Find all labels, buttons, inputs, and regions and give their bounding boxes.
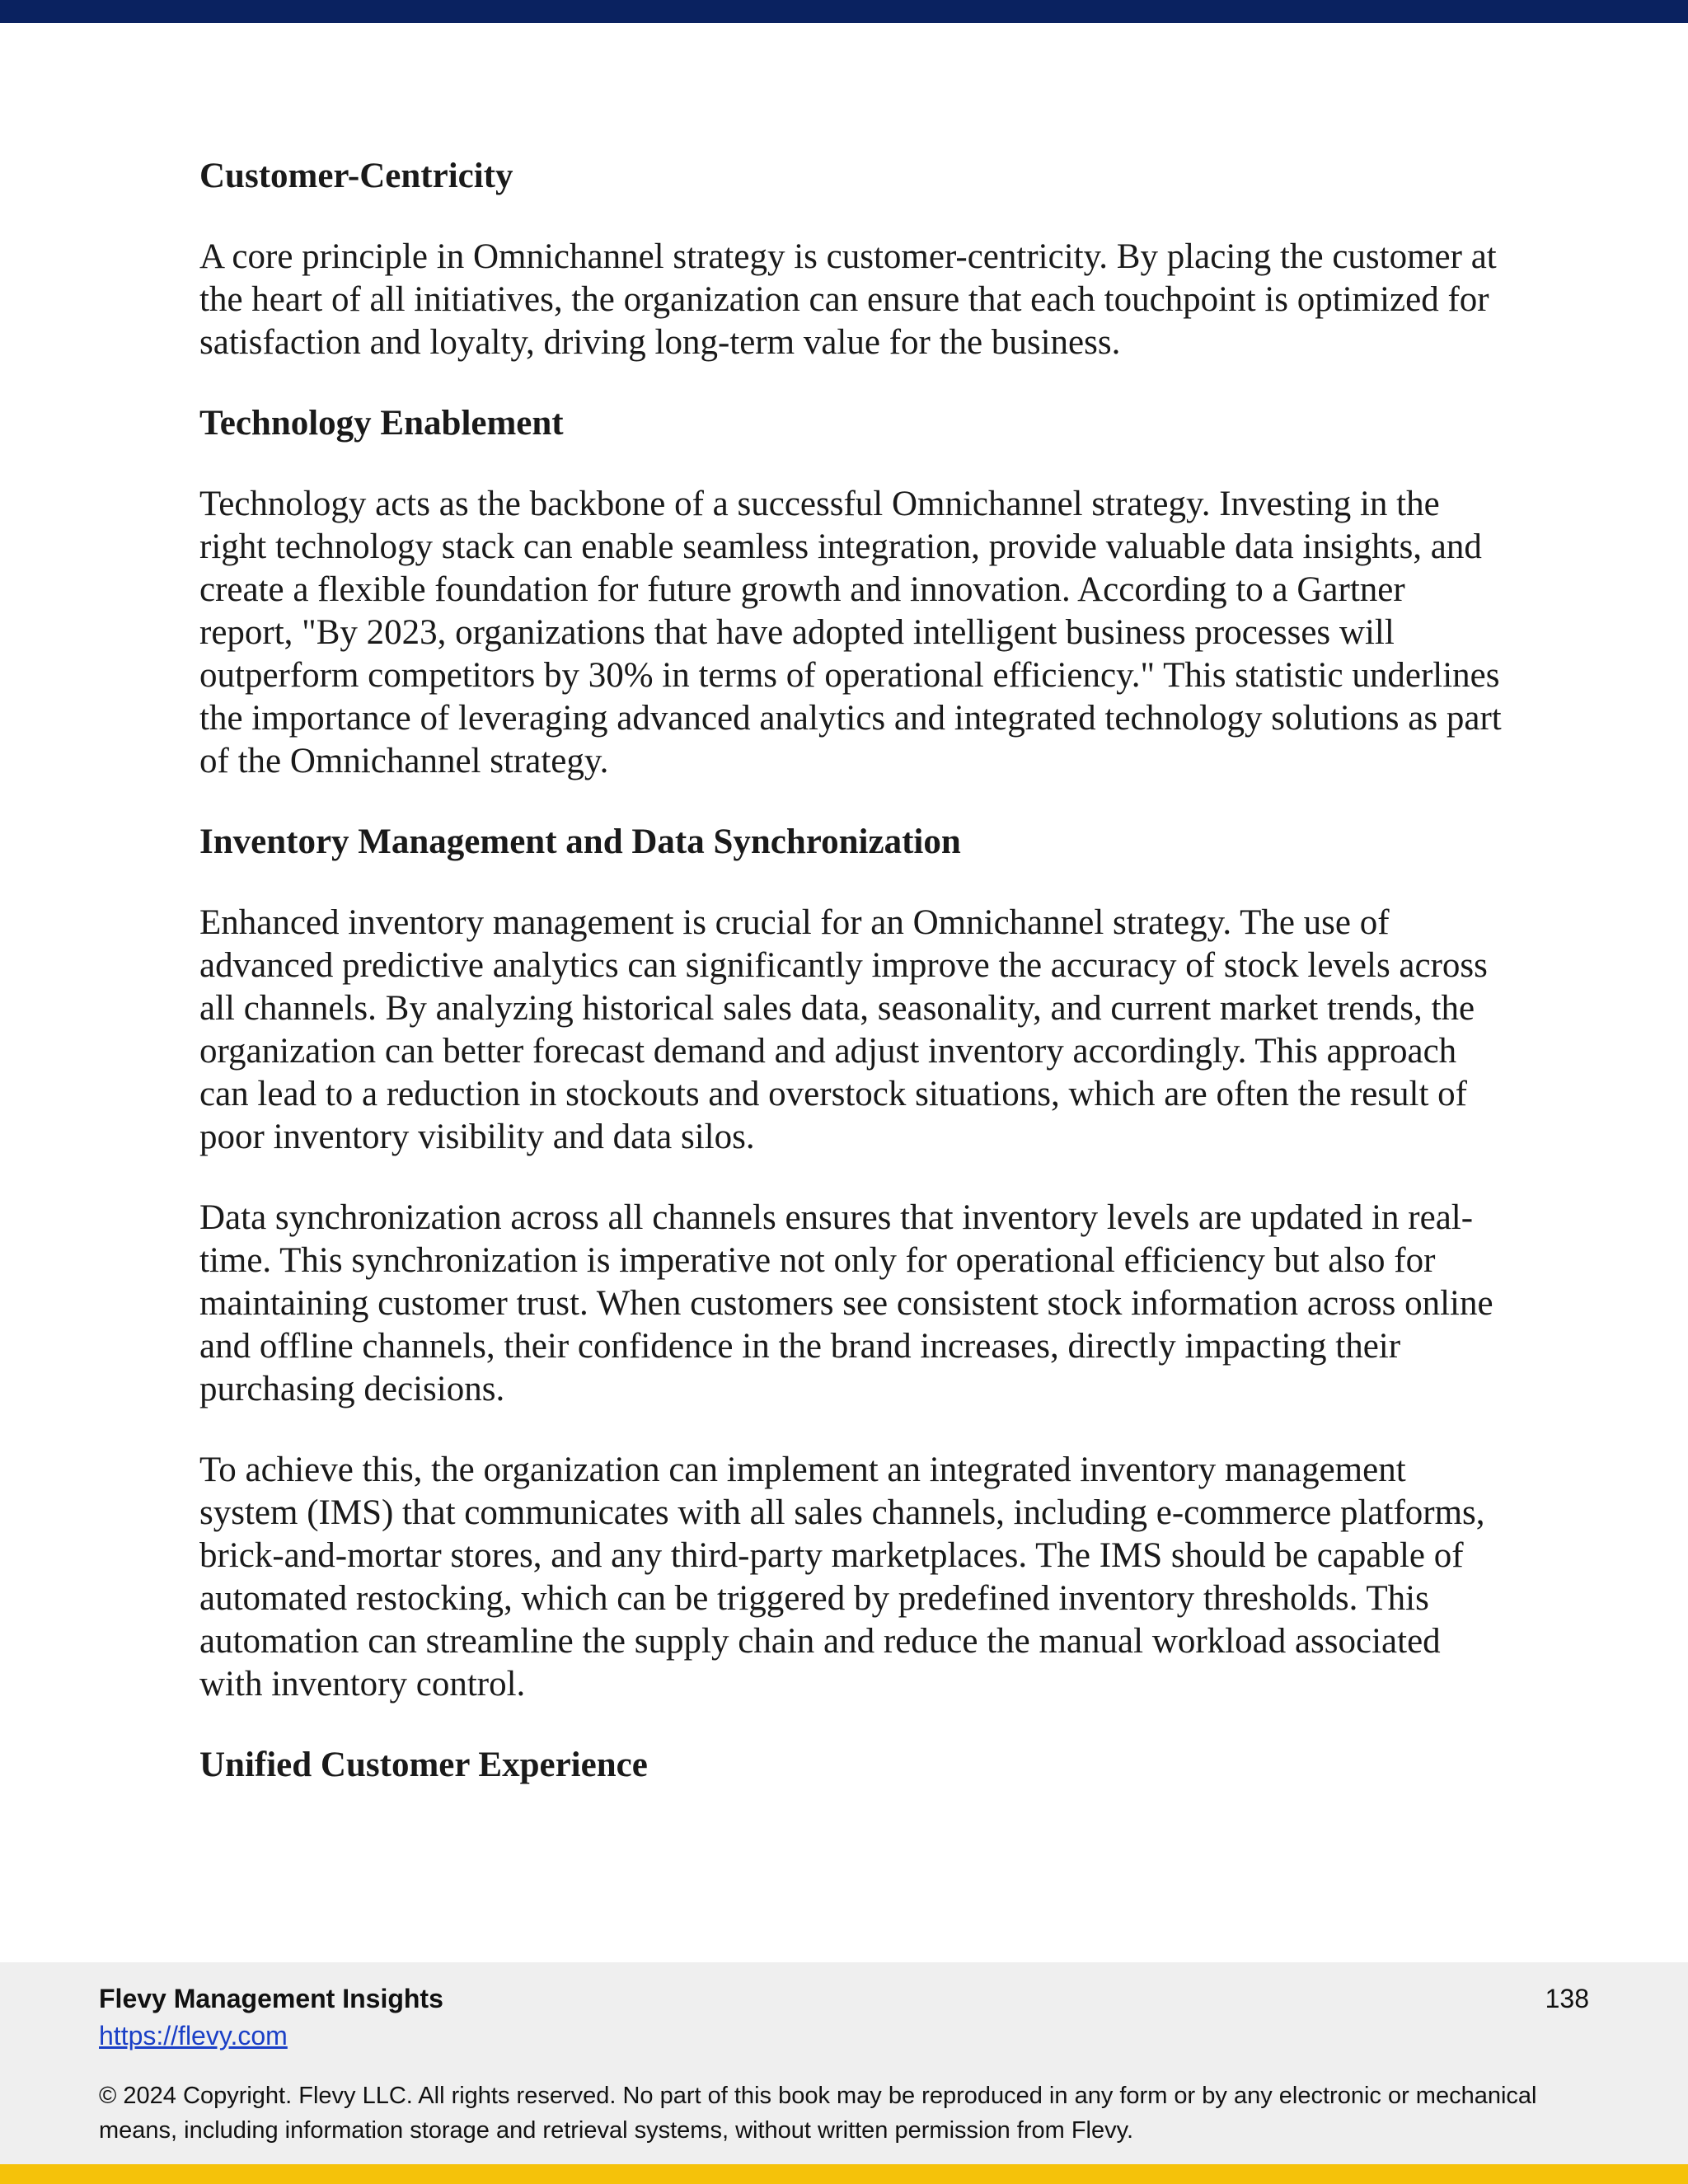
paragraph: A core principle in Omnichannel strategy is customer-centricity. By placing the customer at the heart of all initiatives, the organization can ensure that each touchpoint is optimized for satisfaction and loyalty, driving long-term value for the business. [199,237,1497,362]
section-heading: Inventory Management and Data Synchronization [199,823,961,861]
paragraph: Technology acts as the backbone of a successful Omnichannel strategy. Investing in the right technology stack can enable seamless integration, provide valuable data insights, and create a flexible foundation for future growth and innovation. According to a Gartner report, "By 2023, organizations that have adopted intelligent business processes will outperform competitors by 30% in terms of operational efficiency." This statistic underlines the importance of leveraging advanced analytics and integrated technology solutions as part of the Omnichannel strategy. [199,485,1502,780]
copyright-notice: © 2024 Copyright. Flevy LLC. All rights reserved. No part of this book may be reproduced in any form or by any electronic or mechanical means, including information storage and retrieval systems, without written permission from Flevy. [99,2083,1537,2144]
page-footer [0,1962,1688,2164]
page-number: 138 [1545,1984,1589,2013]
page-body [199,155,1502,1825]
footer-brand: Flevy Management Insights [99,1984,443,2013]
top-color-bar [0,0,1688,23]
bottom-color-bar [0,2164,1688,2184]
footer-link[interactable]: https://flevy.com [99,2021,288,2050]
paragraph: To achieve this, the organization can implement an integrated inventory management system (IMS) that communicates with all sales channels, including e-commerce platforms, brick-and-mortar stores, and any third-party marketplaces. The IMS should be capable of automated restocking, which can be triggered by predefined inventory thresholds. This automation can streamline the supply chain and reduce the manual workload associated with inventory control. [199,1451,1485,1704]
section-heading: Unified Customer Experience [199,1746,648,1784]
section-unified-customer-experience [199,1744,1502,1787]
paragraph: Data synchronization across all channels ensures that inventory levels are updated in real-time. This synchronization is imperative not only for operational efficiency but also for maintaining customer trust. When customers see consistent stock information across online and offline channels, their confidence in the brand increases, directly impacting their purchasing decisions. [199,1198,1493,1408]
section-heading: Customer-Centricity [199,157,513,195]
section-inventory-management [199,821,1502,1706]
section-technology-enablement [199,402,1502,783]
paragraph: Enhanced inventory management is crucial for an Omnichannel strategy. The use of advanced predictive analytics can significantly improve the accuracy of stock levels across all channels. By analyzing historical sales data, seasonality, and current market trends, the organization can better forecast demand and adjust inventory accordingly. This approach can lead to a reduction in stockouts and overstock situations, which are often the result of poor inventory visibility and data silos. [199,903,1488,1156]
section-heading: Technology Enablement [199,404,564,443]
section-customer-centricity [199,155,1502,364]
